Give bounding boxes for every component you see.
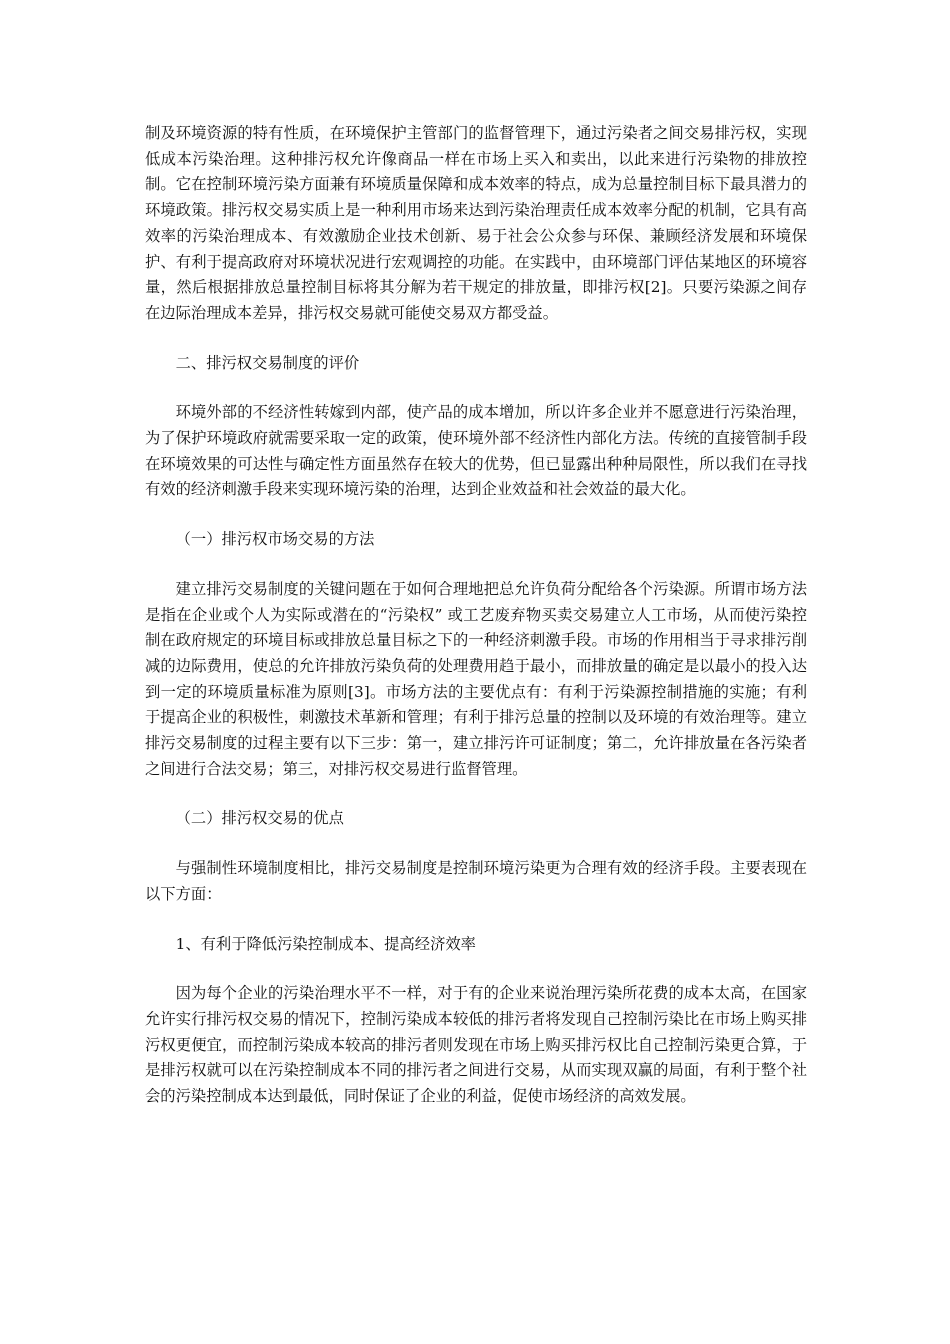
body-paragraph: 环境外部的不经济性转嫁到内部，使产品的成本增加，所以许多企业并不愿意进行污染治理，为了保护环境政府就需要采取一定的政策，使环境外部不经济性内部化方法。传统的直接管制手段在环境效果的可达性与确定性方面虽然存在较大的优势，但已显露出种种局限性，所以我们在寻找有效的经济刺激手段来实现环境污染的治理，达到企业效益和社会效益的最大化。 [145, 403, 807, 499]
body-paragraph: 与强制性环境制度相比，排污交易制度是控制环境污染更为合理有效的经济手段。主要表现在以下方面： [145, 859, 807, 903]
section-heading: 二、排污权交易制度的评价 [175, 353, 360, 372]
subsection-heading: （二）排污权交易的优点 [175, 809, 344, 828]
body-paragraph: 制及环境资源的特有性质，在环境保护主管部门的监督管理下，通过污染者之间交易排污权，实现低成本污染治理。这种排污权允许像商品一样在市场上买入和卖出，以此来进行污染物的排放控制。它在控制环境污染方面兼有环境质量保障和成本效率的特点，成为总量控制目标下最具潜力的环境政策。排污权交易实质上是一种利用市场来达到污染治理责任成本效率分配的机制，它具有高效率的污染治理成本、有效激励企业技术创新、易于社会公众参与环保、兼顾经济发展和环境保护、有利于提高政府对环境状况进行宏观调控的功能。在实践中，由环境部门评估某地区的环境容量，然后根据排放总量控制目标将其分解为若干规定的排放量，即排污权[2]。只要污染源之间存在边际治理成本差异，排污权交易就可能使交易双方都受益。 [145, 124, 807, 322]
body-paragraph: 因为每个企业的污染治理水平不一样，对于有的企业来说治理污染所花费的成本太高，在国家允许实行排污权交易的情况下，控制污染成本较低的排污者将发现自己控制污染比在市场上购买排污权更便宜，而控制污染成本较高的排污者则发现在市场上购买排污权比自己控制污染更合算，于是排污权就可以在污染控制成本不同的排污者之间进行交易，从而实现双赢的局面，有利于整个社会的污染控制成本达到最低，同时保证了企业的利益，促使市场经济的高效发展。 [145, 984, 807, 1106]
point-heading: 1、有利于降低污染控制成本、提高经济效率 [175, 934, 476, 953]
body-paragraph: 建立排污交易制度的关键问题在于如何合理地把总允许负荷分配给各个污染源。所谓市场方法是指在企业或个人为实际或潜在的“污染权” 或工艺废弃物买卖交易建立人工市场，从而使污染控制在政府规定的环境目标或排放总量目标之下的一种经济刺激手段。市场的作用相当于寻求排污削减的边际费用，使总的允许排放污染负荷的处理费用趋于最小，而排放量的确定是以最小的投入达到一定的环境质量标准为原则[3]。市场方法的主要优点有：有利于污染源控制措施的实施；有利于提高企业的积极性，刺激技术革新和管理；有利于排污总量的控制以及环境的有效治理等。建立排污交易制度的过程主要有以下三步：第一，建立排污许可证制度；第二，允许排放量在各污染者之间进行合法交易；第三，对排污权交易进行监督管理。 [145, 579, 807, 778]
subsection-heading: （一）排污权市场交易的方法 [175, 530, 375, 549]
document-page [145, 121, 807, 1134]
